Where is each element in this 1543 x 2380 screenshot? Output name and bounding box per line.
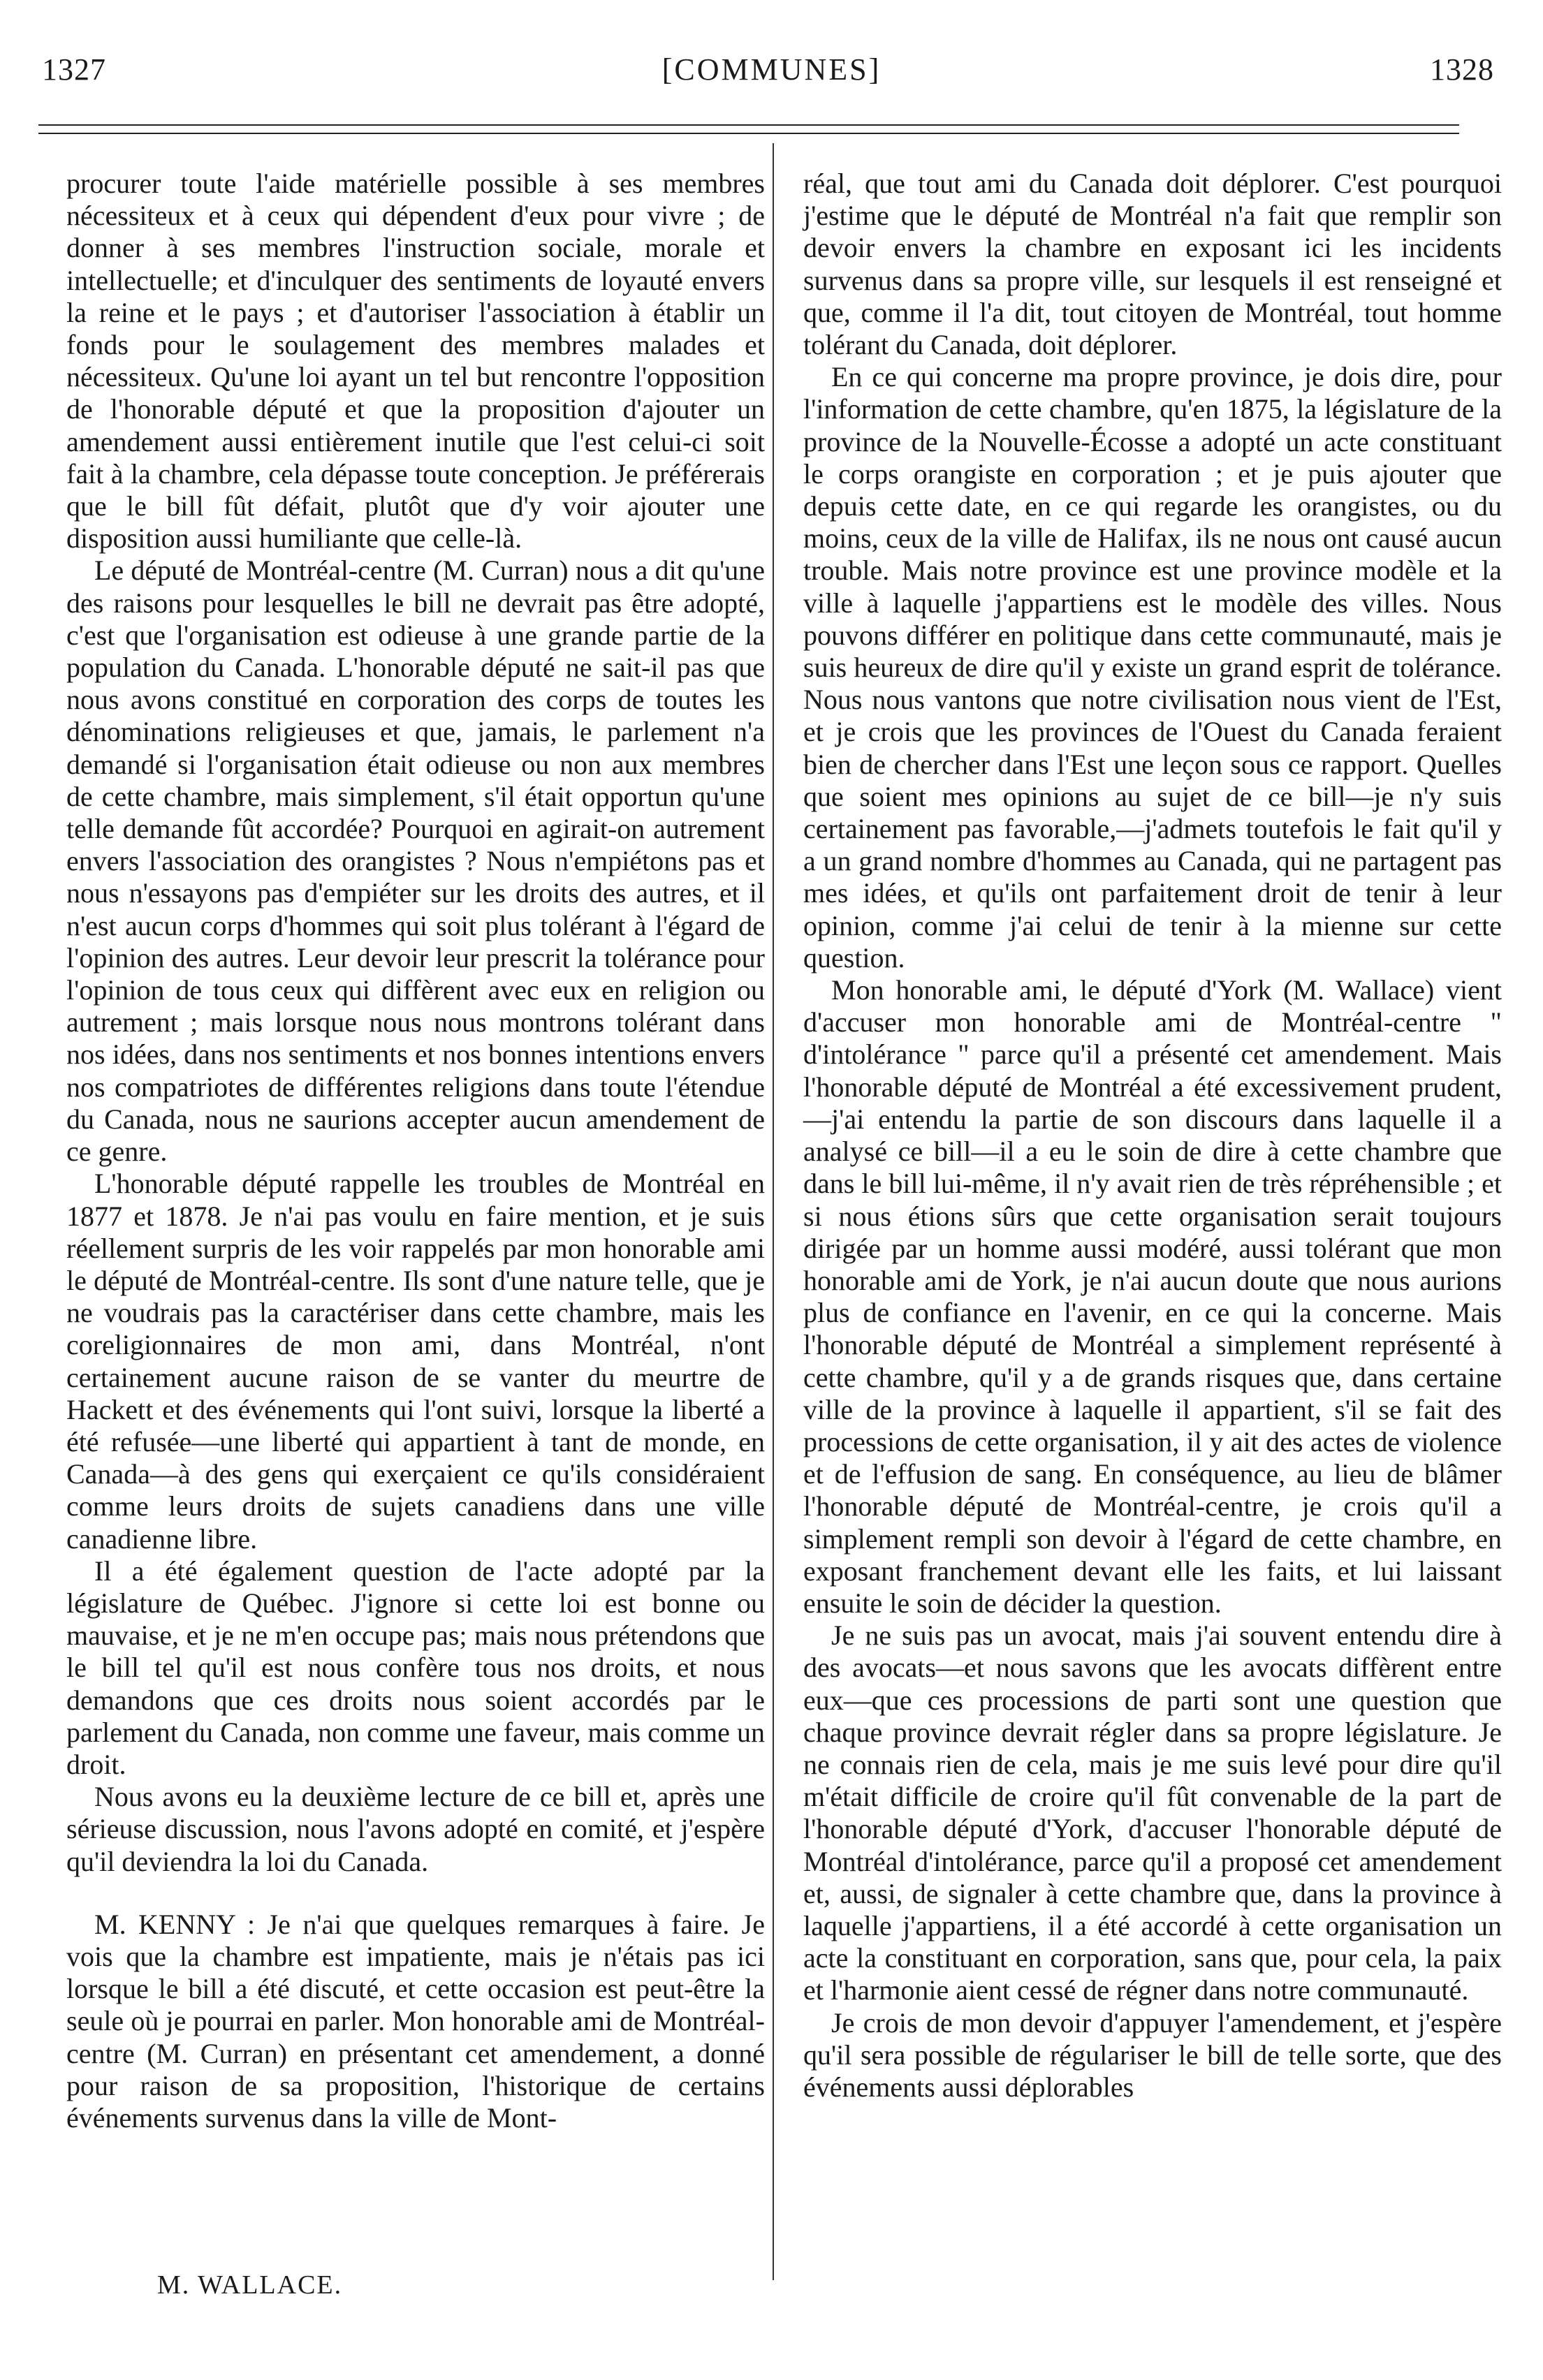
paragraph: Mon honorable ami, le député d'York (M. Wallace) vient d'accuser mon honorable ami de Montréal-centre " d'intolérance " parce qu'il a présenté cet amendement. Mais l'honorable député de Montréal a été excessivement prudent,—j'ai entendu la partie de son discours dans laquelle il a analysé ce bill—il a eu le soin de dire à cette chambre que dans le bill lui-même, il n'y avait rien de très répréhensible ; et si nous étions sûrs que cette organisation serait toujours dirigée par un homme aussi modéré, aussi tolérant que mon honorable ami de York, je n'ai aucun doute que nous aurions plus de confiance en l'avenir, en ce qui la concerne. Mais l'honorable député de Montréal a simplement représenté à cette chambre, qu'il y a de grands risques que, dans certaine ville de la province à laquelle il appartient, s'il se fait des processions de cette organisation, il y ait des actes de violence et de l'effusion de sang. En conséquence, au lieu de blâmer l'honorable député de Montréal-centre, je crois qu'il a simplement rempli son devoir à l'égard de cette chambre, en exposant franchement devant elle les faits, et lui laissant ensuite le soin de décider la question. <box>803 974 1502 1619</box>
paragraph: réal, que tout ami du Canada doit déplorer. C'est pourquoi j'estime que le député de Montréal n'a fait que remplir son devoir envers la chambre en exposant ici les incidents survenus dans sa propre ville, sur lesquels il est renseigné et que, comme il l'a dit, tout citoyen de Montréal, tout homme tolérant du Canada, doit déplorer. <box>803 168 1502 361</box>
header-rule-top <box>38 124 1459 126</box>
catchword-footer: M. WALLACE. <box>157 2270 343 2300</box>
paragraph: L'honorable député rappelle les troubles de Montréal en 1877 et 1878. Je n'ai pas voulu en faire mention, et je suis réellement surpris de les voir rappelés par mon honorable ami le député de Montréal-centre. Ils sont d'une nature telle, que je ne voudrais pas la caractériser dans cette chambre, mais les coreligionnaires de mon ami, dans Montréal, n'ont certainement aucune raison de se vanter du meurtre de Hackett et des événements qui l'ont suivi, lorsque la liberté a été refusée—une liberté qui appartient à tant de monde, en Canada—à des gens qui exerçaient ce qu'ils considéraient comme leurs droits de sujets canadiens dans une ville canadienne libre. <box>66 1168 765 1555</box>
header-rule-bottom <box>38 133 1459 134</box>
paragraph: Le député de Montréal-centre (M. Curran) nous a dit qu'une des raisons pour lesquelles le bill ne devrait pas être adopté, c'est que l'organisation est odieuse à une grande partie de la population du Canada. L'honorable député ne sait-il pas que nous avons constitué en corporation des corps de toutes les dénominations religieuses et que, jamais, le parlement n'a demandé si l'organisation était odieuse ou non aux membres de cette chambre, mais simplement, s'il était opportun qu'une telle demande fût accordée? Pourquoi en agirait-on autrement envers l'association des orangistes ? Nous n'empiétons pas et nous n'essayons pas d'empiéter sur les droits des autres, et il n'est aucun corps d'hommes qui soit plus tolérant à l'égard de l'opinion des autres. Leur devoir leur prescrit la tolérance pour l'opinion de tous ceux qui diffèrent avec eux en religion ou autrement ; mais lorsque nous nous montrons tolérant dans nos idées, dans nos sentiments et nos bonnes intentions envers nos compatriotes de différentes religions dans toute l'étendue du Canada, nous ne saurions accepter aucun amendement de ce genre. <box>66 554 765 1168</box>
speaker-paragraph: M. KENNY : Je n'ai que quelques remarques à faire. Je vois que la chambre est impatiente, mais je n'étais pas ici lorsque le bill a été discuté, et cette occasion est peut-être la seule où je pourrai en parler. Mon honorable ami de Montréal-centre (M. Curran) en présentant cet amendement, a donné pour raison de sa proposition, l'historique de certains événements survenus dans la ville de Mont- <box>66 1908 765 2133</box>
column-separator <box>773 143 774 2280</box>
right-column <box>803 168 1502 2103</box>
page-number-right: 1328 <box>1430 52 1494 87</box>
page-number-left: 1327 <box>42 52 106 87</box>
page-header <box>0 49 1543 91</box>
paragraph: Je ne suis pas un avocat, mais j'ai souvent entendu dire à des avocats—et nous savons que les avocats diffèrent entre eux—que ces processions de parti sont une question que chaque province devrait régler dans sa propre législature. Je ne connais rien de cela, mais je me suis levé pour dire qu'il m'était difficile de croire qu'il fût convenable de la part de l'honorable député d'York, d'accuser l'honorable député de Montréal d'intolérance, parce qu'il a proposé cet amendement et, aussi, de signaler à cette chambre que, dans la province à laquelle j'appartiens, il a été accordé à cette organisation un acte la constituant en corporation, sans que, pour cela, la paix et l'harmonie aient cessé de régner dans notre communauté. <box>803 1619 1502 2006</box>
paragraph: Nous avons eu la deuxième lecture de ce bill et, après une sérieuse discussion, nous l'avons adopté en comité, et j'espère qu'il deviendra la loi du Canada. <box>66 1781 765 1877</box>
paragraph: En ce qui concerne ma propre province, je dois dire, pour l'information de cette chambre, qu'en 1875, la législature de la province de la Nouvelle-Écosse a adopté un acte constituant le corps orangiste en corporation ; et je puis ajouter que depuis cette date, en ce qui regarde les orangistes, ou du moins, ceux de la ville de Halifax, ils ne nous ont causé aucun trouble. Mais notre province est une province modèle et la ville à laquelle j'appartiens est le modèle des villes. Nous pouvons différer en politique dans cette communauté, mais je suis heureux de dire qu'il y existe un grand esprit de tolérance. Nous nous vantons que notre civilisation nous vient de l'Est, et je crois que les provinces de l'Ouest du Canada feraient bien de chercher dans l'Est une leçon sous ce rapport. Quelles que soient mes opinions au sujet de ce bill—je n'y suis certainement pas favorable,—j'admets toutefois le fait qu'il y a un grand nombre d'hommes au Canada, qui ne partagent pas mes idées, et qu'ils ont parfaitement droit de tenir à leur opinion, comme j'ai celui de tenir à la mienne sur cette question. <box>803 361 1502 974</box>
paragraph: procurer toute l'aide matérielle possible à ses membres nécessiteux et à ceux qui dépendent d'eux pour vivre ; de donner à ses membres l'instruction sociale, morale et intellectuelle; et d'inculquer des sentiments de loyauté envers la reine et le pays ; et d'autoriser l'association à établir un fonds pour le soulagement des membres malades et nécessiteux. Qu'une loi ayant un tel but rencontre l'opposition de l'honorable député et que la proposition d'ajouter un amendement aussi entièrement inutile que l'est celui-ci soit fait à la chambre, cela dépasse toute conception. Je préférerais que le bill fût défait, plutôt que d'y voir ajouter une disposition aussi humiliante que celle-là. <box>66 168 765 554</box>
running-title: [COMMUNES] <box>661 52 882 87</box>
paragraph: Je crois de mon devoir d'appuyer l'amendement, et j'espère qu'il sera possible de régulariser le bill de telle sorte, que des événements aussi déplorables <box>803 2006 1502 2103</box>
paragraph: Il a été également question de l'acte adopté par la législature de Québec. J'ignore si cette loi est bonne ou mauvaise, et je ne m'en occupe pas; mais nous prétendons que le bill tel qu'il est nous confère tous nos droits, et nous demandons que ces droits nous soient accordés par le parlement du Canada, non comme une faveur, mais comme un droit. <box>66 1555 765 1780</box>
left-column <box>66 168 765 2134</box>
